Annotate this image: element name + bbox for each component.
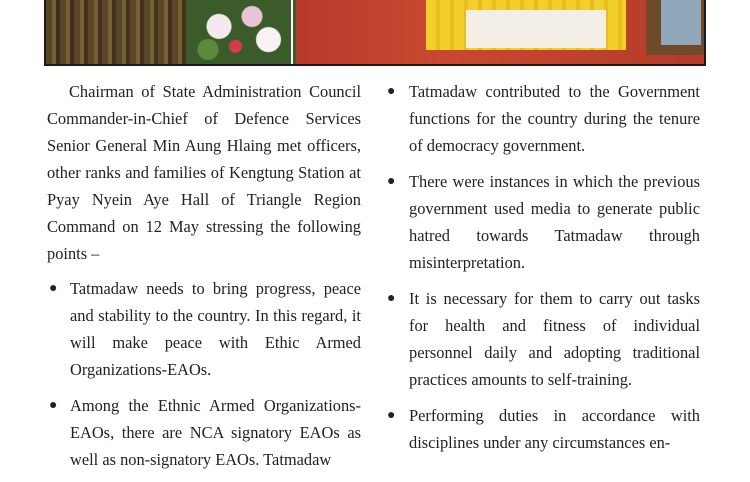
bullet-icon: ●: [387, 291, 396, 306]
right-bullet-list: [385, 78, 700, 456]
bullet-icon: ●: [387, 408, 396, 423]
list-item: [385, 285, 700, 393]
bullet-text: Performing duties in accordance with disciplines under any circumstances en-: [409, 406, 700, 452]
header-photo: [44, 0, 706, 66]
list-item: [385, 402, 700, 456]
list-item: [385, 168, 700, 276]
right-column: [385, 78, 700, 465]
bullet-text: Among the Ethnic Armed Organizations-EAOs, there are NCA signatory EAOs as well as non-signatory EAOs. Tatmadaw: [70, 396, 361, 469]
left-column: [47, 78, 361, 482]
bullet-icon: ●: [387, 174, 396, 189]
photo-flower-arrangement: [186, 0, 296, 66]
bullet-icon: ●: [49, 398, 58, 413]
bullet-text: There were instances in which the previous government used media to generate public hatred towards Tatmadaw through misinterpretation.: [409, 172, 700, 272]
photo-divider: [291, 0, 293, 66]
bullet-icon: ●: [387, 84, 396, 99]
photo-carved-wall: [46, 0, 196, 66]
bullet-text: Tatmadaw needs to bring progress, peace and stability to the country. In this regard, it will make peace with Ethic Armed Organizations-EAOs.: [70, 279, 361, 379]
list-item: [385, 78, 700, 159]
list-item: [47, 275, 361, 383]
left-bullet-list: [47, 275, 361, 473]
intro-paragraph: Chairman of State Administration Council Commander-in-Chief of Defence Services Senior General Min Aung Hlaing met officers, other ranks and families of Kengtung Station at Pyay Nyein Aye Hall of Triangle Region Command on 12 May stressing the following points –: [47, 82, 361, 263]
bullet-text: Tatmadaw contributed to the Government functions for the country during the tenure of democracy government.: [409, 82, 700, 155]
photo-person: [661, 0, 701, 45]
bullet-text: It is necessary for them to carry out tasks for health and fitness of individual personnel daily and adopting traditional practices amounts to self-training.: [409, 289, 700, 389]
list-item: [47, 392, 361, 473]
photo-table-top: [466, 10, 606, 48]
bullet-icon: ●: [49, 281, 58, 296]
